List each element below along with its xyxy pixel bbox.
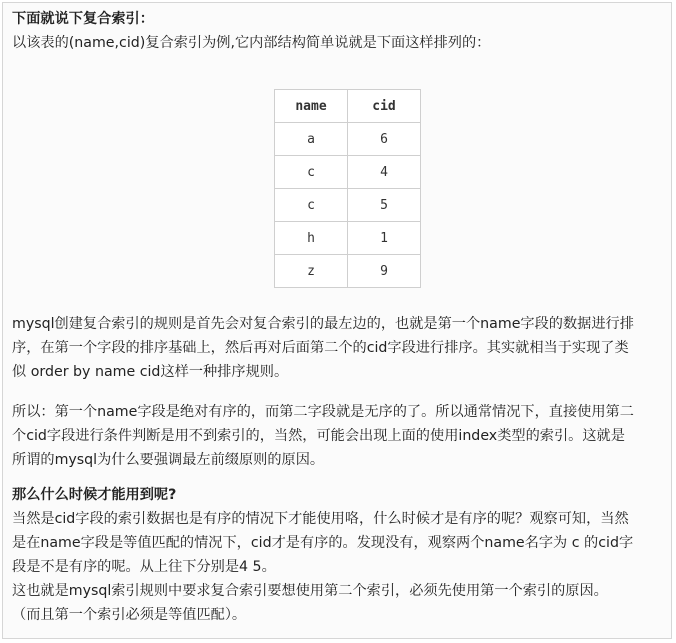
- table-row: [275, 123, 421, 156]
- column-header-cid: cid: [348, 90, 421, 123]
- cell-name: a: [275, 123, 348, 156]
- paragraph-rule: [12, 312, 634, 384]
- paragraph-explanation: [12, 400, 634, 472]
- paragraph-line: 所以：第一个name字段是绝对有序的，而第二字段就是无序的了。所以通常情况下，直接使用第二: [12, 404, 634, 420]
- article-body: [12, 7, 668, 623]
- paragraph-line: 序，在第一个字段的排序基础上，然后再对后面第二个的cid字段进行排序。其实就相当于实现了类: [12, 340, 629, 356]
- cell-name: h: [275, 222, 348, 255]
- table-row: [275, 222, 421, 255]
- table-row: [275, 189, 421, 222]
- paragraph-line: 当然是cid字段的索引数据也是有序的情况下才能使用咯，什么时候才是有序的呢？观察可知，当然: [12, 511, 629, 527]
- paragraph-line: （而且第一个索引必须是等值匹配）。: [12, 607, 247, 623]
- cell-cid: 6: [348, 123, 421, 156]
- paragraph-line: 这也就是mysql索引规则中要求复合索引要想使用第二个索引，必须先使用第一个索引的原因。: [12, 583, 608, 599]
- paragraph-line: 是在name字段是等值匹配的情况下，cid才是有序的。发现没有，观察两个name名字为 c 的cid字: [12, 535, 634, 551]
- column-header-name: name: [275, 90, 348, 123]
- paragraph-line: 所谓的mysql为什么要强调最左前缀原则的原因。: [12, 452, 325, 468]
- content-frame: [2, 2, 672, 639]
- paragraph-answer: [12, 507, 633, 627]
- table-row: [275, 156, 421, 189]
- cell-cid: 1: [348, 222, 421, 255]
- cell-cid: 9: [348, 255, 421, 288]
- table-row: [275, 255, 421, 288]
- intro-text: 以该表的(name,cid)复合索引为例,它内部结构简单说就是下面这样排列的：: [12, 35, 491, 51]
- cell-name: c: [275, 156, 348, 189]
- cell-name: c: [275, 189, 348, 222]
- section-heading: 下面就说下复合索引：: [12, 11, 154, 27]
- cell-cid: 4: [348, 156, 421, 189]
- paragraph-line: mysql创建复合索引的规则是首先会对复合索引的最左边的，也就是第一个name字段的数据进行排: [12, 316, 634, 332]
- paragraph-line: 段是不是有序的呢。从上往下分别是4 5。: [12, 559, 276, 575]
- paragraph-line: 个cid字段进行条件判断是用不到索引的，当然，可能会出现上面的使用index类型的索引。这就是: [12, 428, 625, 444]
- paragraph-line: 似 order by name cid这样一种排序规则。: [12, 364, 289, 380]
- cell-name: z: [275, 255, 348, 288]
- cell-cid: 5: [348, 189, 421, 222]
- section-heading: 那么什么时候才能用到呢?: [12, 487, 177, 503]
- index-table: [274, 89, 421, 288]
- table-header-row: [275, 90, 421, 123]
